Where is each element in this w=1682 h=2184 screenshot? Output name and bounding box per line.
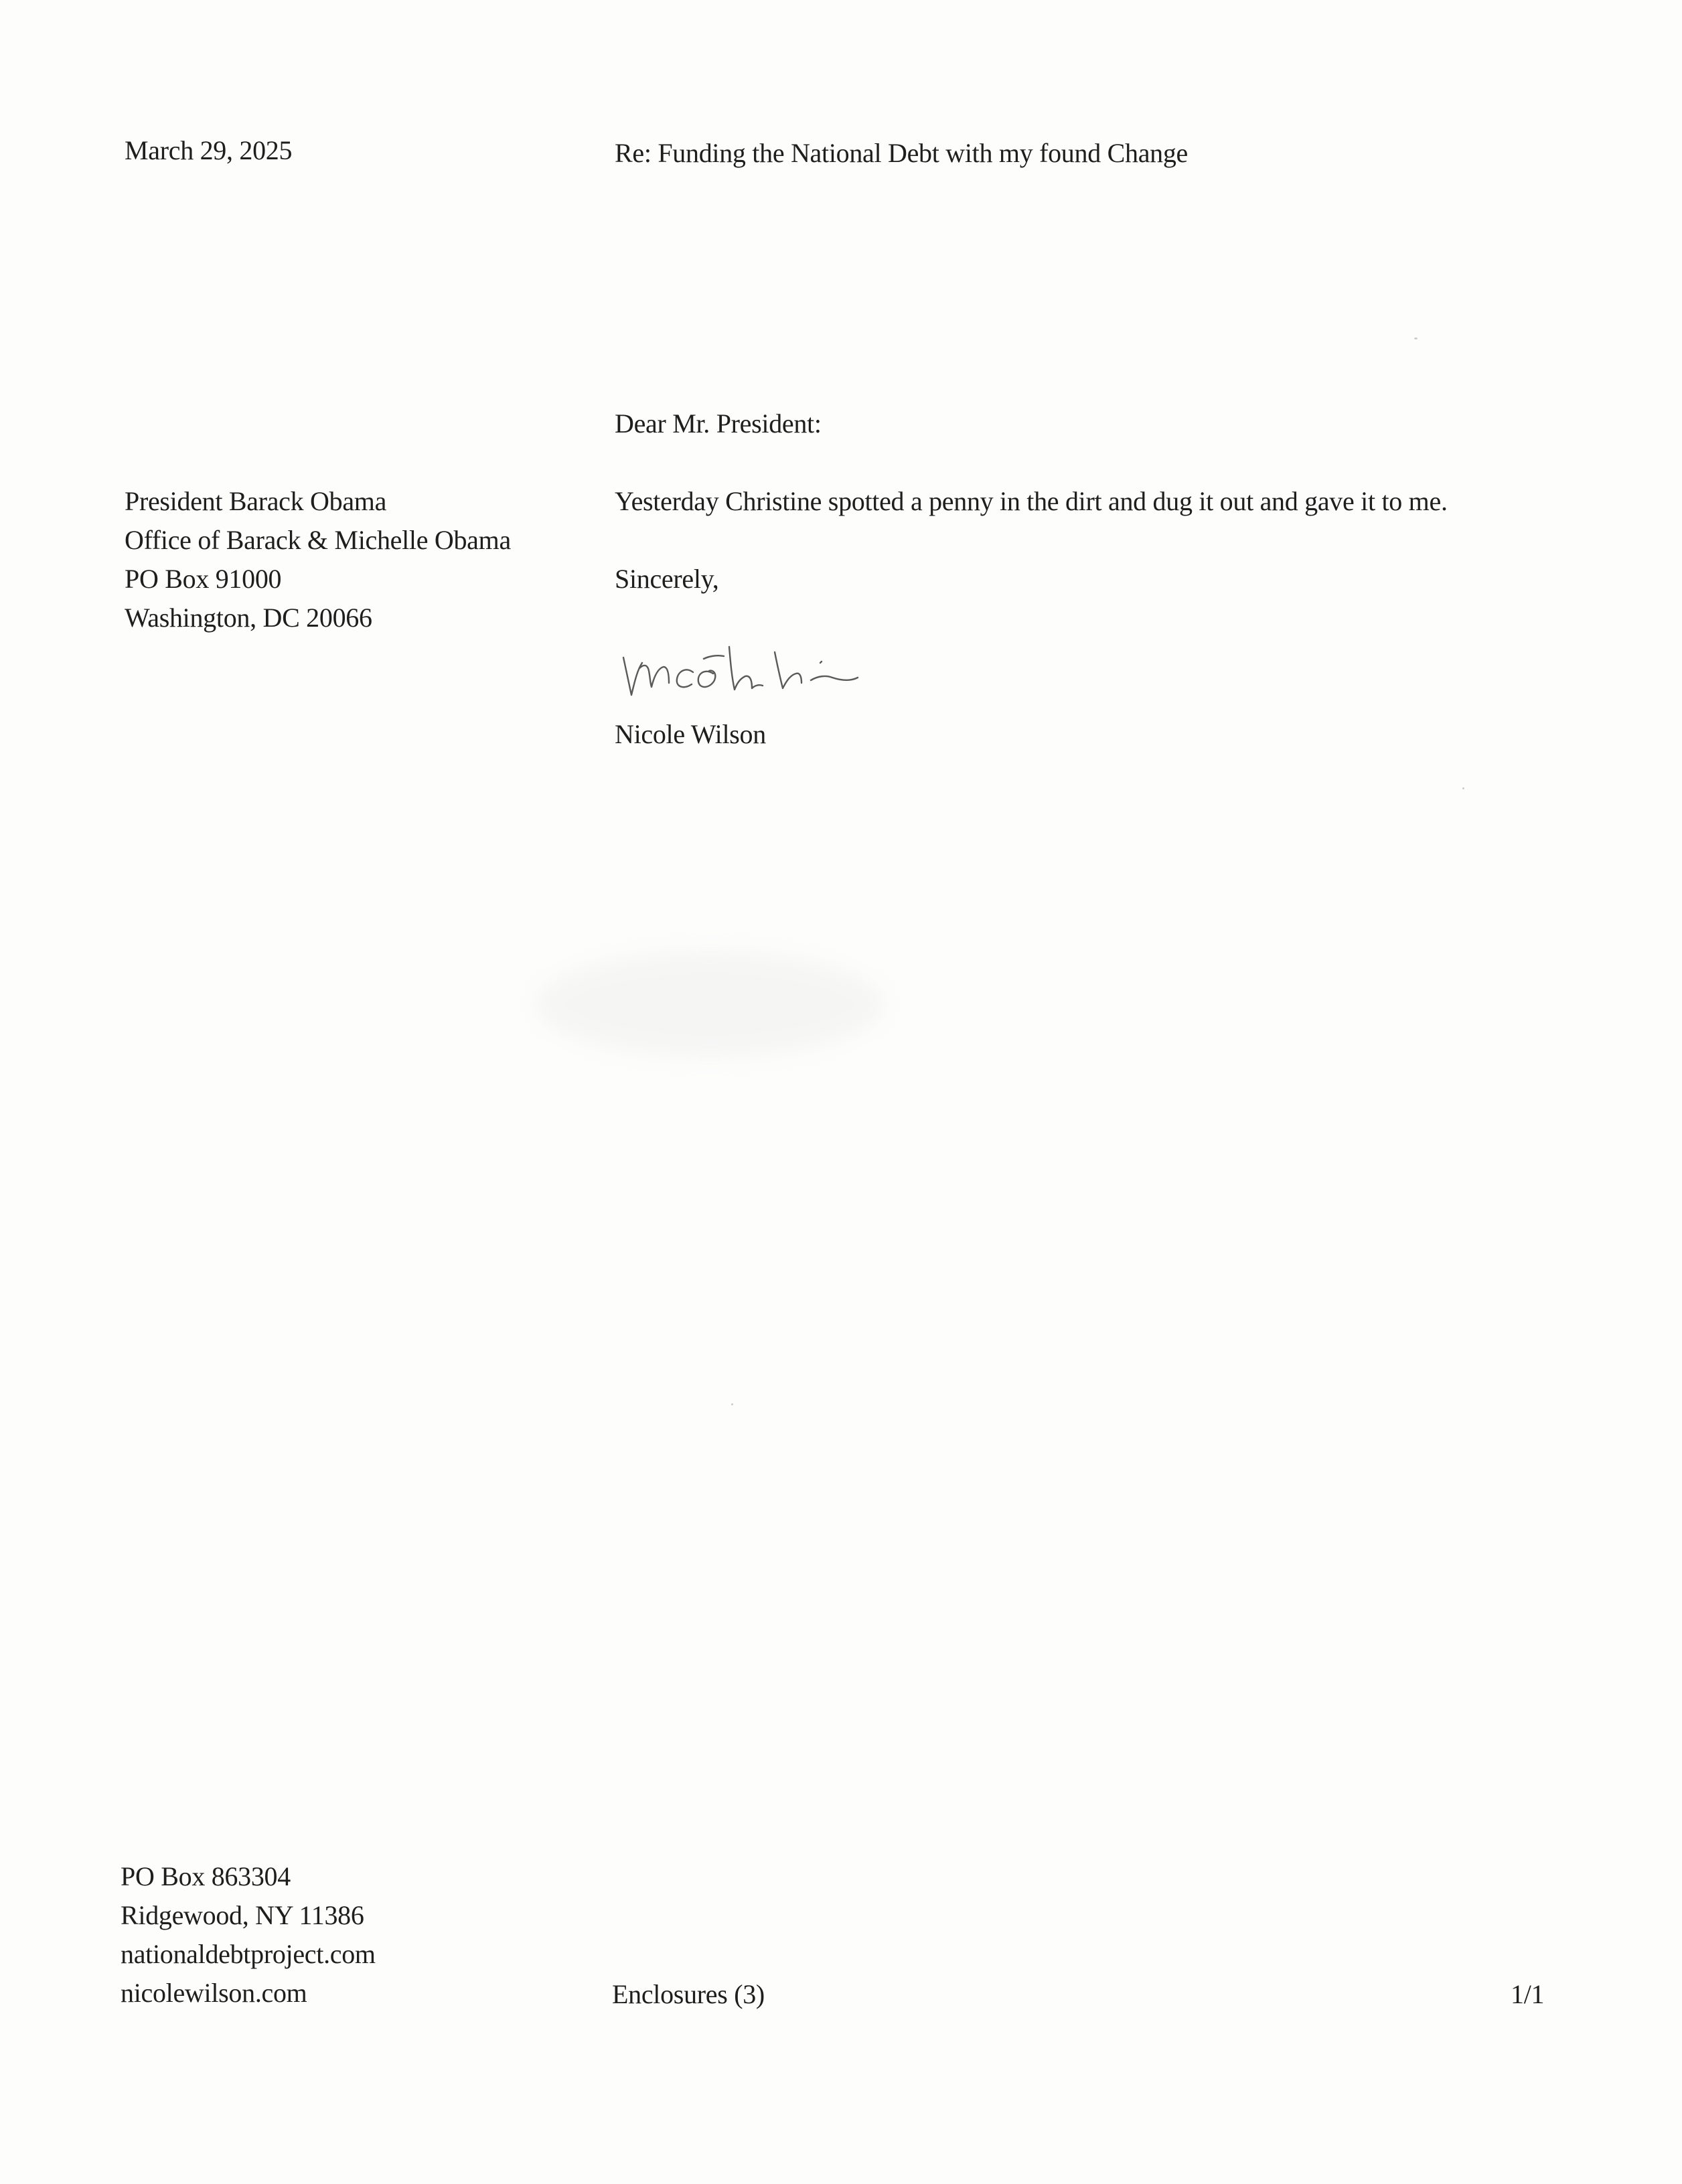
letter-body: Yesterday Christine spotted a penny in the dirt and dug it out and gave it to me. — [615, 486, 1448, 516]
salutation: Dear Mr. President: — [615, 408, 822, 439]
sender-address — [121, 1857, 376, 2013]
recipient-office: Office of Barack & Michelle Obama — [125, 525, 511, 555]
enclosures-note: Enclosures (3) — [612, 1979, 765, 2009]
scan-smudge — [536, 951, 884, 1058]
scan-speck — [1462, 787, 1464, 789]
recipient-address — [125, 482, 511, 637]
letter-subject: Re: Funding the National Debt with my found Change — [615, 138, 1188, 168]
recipient-po-box: PO Box 91000 — [125, 564, 282, 594]
scan-speck — [1414, 337, 1418, 339]
letter-date: March 29, 2025 — [125, 135, 293, 165]
sender-website-2: nicolewilson.com — [121, 1978, 307, 2008]
sender-website-1: nationaldebtproject.com — [121, 1939, 376, 1969]
scan-speck — [731, 1403, 733, 1405]
sender-city: Ridgewood, NY 11386 — [121, 1900, 364, 1930]
closing: Sincerely, — [615, 564, 719, 594]
recipient-city: Washington, DC 20066 — [125, 603, 372, 633]
sender-po-box: PO Box 863304 — [121, 1861, 291, 1891]
signatory-name: Nicole Wilson — [615, 719, 766, 749]
page-number: 1/1 — [1511, 1979, 1545, 2009]
recipient-name: President Barack Obama — [125, 486, 387, 516]
handwritten-signature — [619, 629, 901, 710]
